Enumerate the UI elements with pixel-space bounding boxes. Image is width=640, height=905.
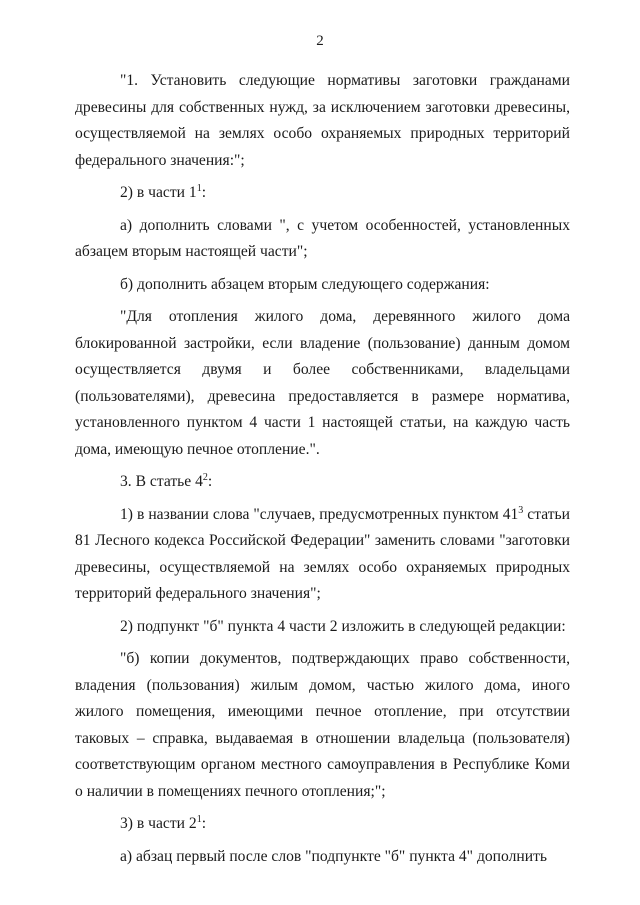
paragraph-subitem-b: 2) подпункт "б" пункта 4 части 2 изложить в следующей редакции: xyxy=(120,617,566,635)
page-number: 2 xyxy=(316,33,324,49)
paragraph-norms-intro: "1. Установить следующие нормативы заготовки гражданами древесины для собственных нужд, за исключением заготовки древесины, осуществляемой на землях особо охраняемых природных территорий федерального значения:"; xyxy=(75,72,570,169)
superscript: 3 xyxy=(518,504,524,516)
paragraph-text: : xyxy=(207,473,213,490)
paragraph-article-4-2 xyxy=(75,469,570,496)
paragraph-title-change xyxy=(75,502,570,608)
paragraph-first-abzats: а) абзац первый после слов "подпункте "б" пункта 4" дополнить xyxy=(120,847,548,865)
superscript: 1 xyxy=(196,813,202,825)
paragraph-text: : xyxy=(201,184,207,201)
paragraph-text: статьи 81 Лесного кодекса Российской Федерации" заменить словами "заготовки древесины, осуществляемой на землях особо охраняемых природных территорий федерального значения"; xyxy=(75,505,571,602)
superscript: 1 xyxy=(196,182,202,194)
superscript: 2 xyxy=(202,471,208,483)
paragraph-text: 3. В статье 4 xyxy=(120,473,203,490)
paragraph-text: 1) в названии слова "случаев, предусмотренных пунктом 41 xyxy=(120,505,519,523)
paragraph-text: 3) в части 2 xyxy=(120,815,197,832)
paragraph-item-a: а) дополнить словами ", с учетом особенностей, установленных абзацем вторым настоящей части"; xyxy=(75,216,570,260)
paragraph-part-2-1 xyxy=(75,811,570,838)
paragraph-text: 2) в части 1 xyxy=(120,184,197,201)
paragraph-documents-quote: "б) копии документов, подтверждающих право собственности, владения (пользования) жилым домом, частью жилого дома, иного жилого помещения, имеющими печное отопление, при отсутствии таковых – справка, выдаваемая в отношении владельца (пользователя) соответствующим органом местного самоуправления в Республике Коми о наличии в помещениях печного отопления;"; xyxy=(75,650,570,800)
paragraph-text: : xyxy=(201,815,207,832)
paragraph-item-b: б) дополнить абзацем вторым следующего содержания: xyxy=(120,275,490,293)
paragraph-heating-quote: "Для отопления жилого дома, деревянного жилого дома блокированной застройки, если владение (пользование) данным домом осуществляется двумя и более собственниками, владельцами (пользователями), древесина предоставляется в размере норматива, установленного пунктом 4 части 1 настоящей статьи, на каждую часть дома, имеющую печное отопление.". xyxy=(75,308,570,458)
document-body xyxy=(75,68,570,876)
paragraph-part-1-1 xyxy=(75,180,570,207)
